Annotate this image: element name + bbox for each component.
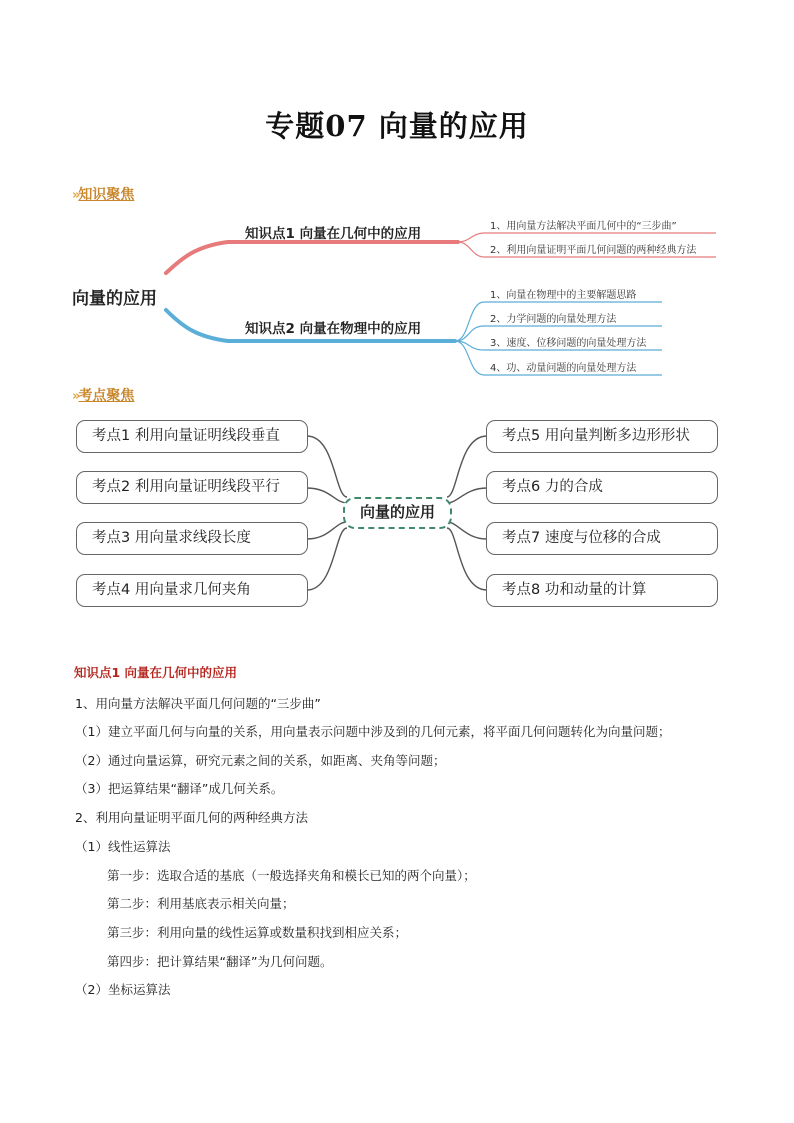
- content-line: （1）建立平面几何与向量的关系，用向量表示问题中涉及到的几何元素，将平面几何问题转化为向量问题；: [75, 724, 671, 739]
- content-line: 1、用向量方法解决平面几何问题的“三步曲”: [75, 696, 321, 711]
- exam-point-box: 考点4 用向量求几何夹角: [76, 574, 308, 607]
- content-line: 2、利用向量证明平面几何的两种经典方法: [75, 810, 308, 825]
- double-chevron-icon: »: [72, 188, 78, 203]
- content-line: 第三步：利用向量的线性运算或数量积找到相应关系；: [107, 925, 408, 940]
- mindmap-leaf: 2、力学问题的向量处理方法: [490, 314, 617, 325]
- exam-point-box: 考点7 速度与位移的合成: [486, 522, 718, 555]
- exam-point-box: 考点8 功和动量的计算: [486, 574, 718, 607]
- content-line: 第二步：利用基底表示相关向量；: [107, 896, 295, 911]
- mindmap-leaf: 1、用向量方法解决平面几何中的“三步曲”: [490, 221, 677, 232]
- double-chevron-icon: »: [72, 389, 78, 404]
- mindmap-branch-2: 知识点2 向量在物理中的应用: [245, 321, 422, 337]
- content-line: （2）坐标运算法: [75, 982, 171, 997]
- mindmap-leaf: 4、功、动量问题的向量处理方法: [490, 363, 637, 374]
- exam-point-box: 考点1 利用向量证明线段垂直: [76, 420, 308, 453]
- exam-point-box: 考点6 力的合成: [486, 471, 718, 504]
- exam-point-box: 考点2 利用向量证明线段平行: [76, 471, 308, 504]
- mindmap-branch-1: 知识点1 向量在几何中的应用: [245, 226, 422, 242]
- page-title: 专题07 向量的应用: [265, 109, 529, 143]
- exam-point-box: 考点3 用向量求线段长度: [76, 522, 308, 555]
- content-line: （1）线性运算法: [75, 839, 171, 854]
- mindmap-leaf: 3、速度、位移问题的向量处理方法: [490, 338, 647, 349]
- exam-section-text: 考点聚焦: [78, 388, 135, 404]
- mindmap-root: 向量的应用: [72, 289, 157, 309]
- mindmap-leaf: 1、向量在物理中的主要解题思路: [490, 290, 637, 301]
- exam-point-box: 考点5 用向量判断多边形形状: [486, 420, 718, 453]
- exam-center-node: 向量的应用: [343, 497, 452, 529]
- content-line: （3）把运算结果“翻译”成几何关系。: [75, 781, 284, 796]
- content-heading: 知识点1 向量在几何中的应用: [74, 665, 238, 680]
- mindmap-leaf: 2、利用向量证明平面几何问题的两种经典方法: [490, 245, 697, 256]
- content-line: （2）通过向量运算，研究元素之间的关系，如距离、夹角等问题；: [75, 753, 446, 768]
- knowledge-section-text: 知识聚焦: [78, 187, 135, 203]
- content-line: 第四步：把计算结果“翻译”为几何问题。: [107, 954, 333, 969]
- content-line: 第一步：选取合适的基底（一般选择夹角和模长已知的两个向量）；: [107, 868, 476, 883]
